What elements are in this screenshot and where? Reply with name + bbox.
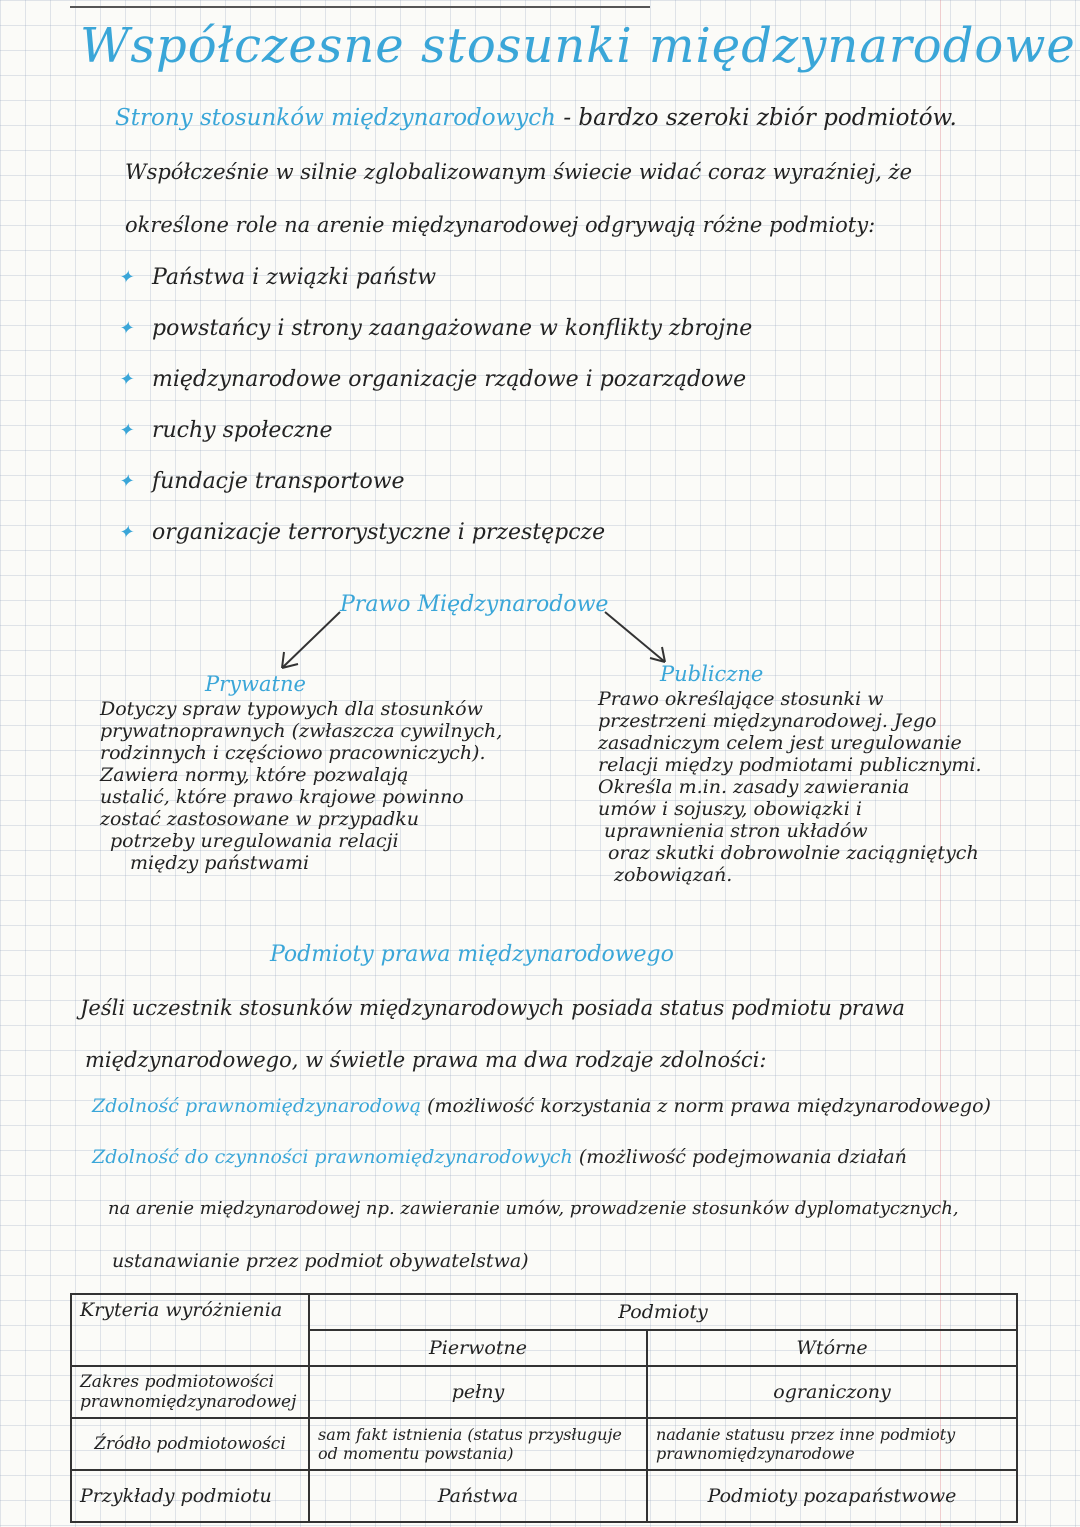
table-cell: ograniczony bbox=[647, 1366, 1017, 1418]
secondary-header: Wtórne bbox=[647, 1330, 1017, 1366]
table-cell: sam fakt istnienia (status przysługuje od momentu powstania) bbox=[309, 1418, 647, 1470]
arrow-left-icon bbox=[282, 612, 340, 668]
capacity-2-line-2: na arenie międzynarodowej np. zawieranie umów, prowadzenie stosunków dyplomatycznych, bbox=[108, 1198, 959, 1219]
table-cell: nadanie statusu przez inne podmioty prawnomiędzynarodowe bbox=[647, 1418, 1017, 1470]
star-bullet-icon: ✦ bbox=[118, 318, 134, 339]
law-heading: Prawo Międzynarodowe bbox=[340, 592, 609, 617]
capacity-1: Zdolność prawnomiędzynarodową (możliwość korzystania z norm prawa międzynarodowego) bbox=[92, 1095, 991, 1117]
primary-header: Pierwotne bbox=[309, 1330, 647, 1366]
table-row bbox=[71, 1418, 1017, 1470]
subjects-header: Podmioty bbox=[309, 1294, 1017, 1330]
public-law-label: Publiczne bbox=[660, 662, 764, 686]
table-row bbox=[71, 1470, 1017, 1522]
table-cell: Państwa bbox=[309, 1470, 647, 1522]
star-bullet-icon: ✦ bbox=[118, 522, 134, 543]
private-law-text: Dotyczy spraw typowych dla stosunków prywatnoprawnych (zwłaszcza cywilnych, rodzinnych i częściowo pracowniczych). Zawiera normy, które pozwalają ustalić, które prawo krajowe powinno zostać zastosowane w przypadku potrzeby uregulowania relacji między państwami bbox=[100, 698, 503, 874]
arrow-right-icon bbox=[605, 612, 665, 662]
star-bullet-icon: ✦ bbox=[118, 369, 134, 390]
top-rule bbox=[70, 6, 650, 8]
subjects-criteria-table bbox=[70, 1293, 1018, 1523]
table-cell: Źródło podmiotowości bbox=[71, 1418, 309, 1470]
capacity-2-line-3: ustanawianie przez podmiot obywatelstwa) bbox=[112, 1250, 529, 1272]
list-item: ✦ organizacje terrorystyczne i przestępcze bbox=[118, 513, 752, 564]
list-item: ✦ Państwa i związki państw bbox=[118, 258, 752, 309]
list-item: ✦ powstańcy i strony zaangażowane w konflikty zbrojne bbox=[118, 309, 752, 360]
intro-line-1 bbox=[115, 105, 957, 131]
subjects-law-line-1: Jeśli uczestnik stosunków międzynarodowych posiada status podmiotu prawa bbox=[80, 996, 905, 1020]
list-item: ✦ ruchy społeczne bbox=[118, 411, 752, 462]
criteria-header: Kryteria wyróżnienia bbox=[71, 1294, 309, 1366]
list-item: ✦ fundacje transportowe bbox=[118, 462, 752, 513]
star-bullet-icon: ✦ bbox=[118, 471, 134, 492]
star-bullet-icon: ✦ bbox=[118, 420, 134, 441]
intro-line-2: Współcześnie w silnie zglobalizowanym świecie widać coraz wyraźniej, że bbox=[125, 160, 913, 184]
intro-line-3: określone role na arenie międzynarodowej odgrywają różne podmioty: bbox=[125, 213, 876, 237]
table-cell: Podmioty pozapaństwowe bbox=[647, 1470, 1017, 1522]
list-item: ✦ międzynarodowe organizacje rządowe i pozarządowe bbox=[118, 360, 752, 411]
page-title: Współczesne stosunki międzynarodowe bbox=[80, 18, 1076, 74]
law-branch-arrows bbox=[270, 600, 690, 680]
table-row bbox=[71, 1294, 1017, 1330]
subjects-law-heading: Podmioty prawa międzynarodowego bbox=[270, 942, 674, 967]
subjects-list bbox=[118, 258, 752, 564]
table-row bbox=[71, 1366, 1017, 1418]
table-cell: pełny bbox=[309, 1366, 647, 1418]
star-bullet-icon: ✦ bbox=[118, 267, 134, 288]
private-law-label: Prywatne bbox=[205, 672, 306, 696]
subjects-law-line-2: międzynarodowego, w świetle prawa ma dwa rodzaje zdolności: bbox=[85, 1048, 767, 1072]
capacity-2: Zdolność do czynności prawnomiędzynarodowych (możliwość podejmowania działań bbox=[92, 1146, 907, 1168]
public-law-text: Prawo określające stosunki w przestrzeni międzynarodowej. Jego zasadniczym celem jest uregulowanie relacji między podmiotami publicznymi. Określa m.in. zasady zawierania umów i sojuszy, obowiązki i uprawnienia stron układów oraz skutki dobrowolnie zaciągniętych zobowiązań. bbox=[598, 688, 982, 886]
intro-heading: Strony stosunków międzynarodowych bbox=[115, 105, 556, 131]
table-cell: Przykłady podmiotu bbox=[71, 1470, 309, 1522]
table-cell: Zakres podmiotowości prawnomiędzynarodowej bbox=[71, 1366, 309, 1418]
intro-heading-rest: - bardzo szeroki zbiór podmiotów. bbox=[563, 105, 957, 131]
